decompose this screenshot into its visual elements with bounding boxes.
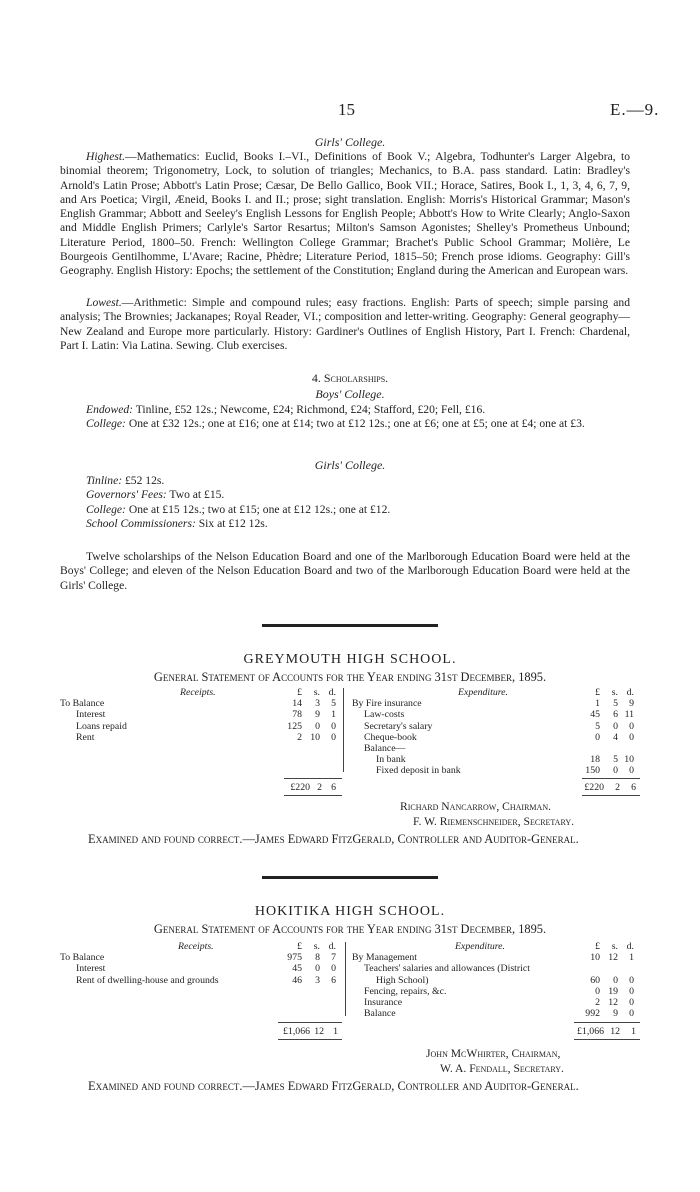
expenditure-pounds: 0 — [595, 985, 600, 997]
receipt-pence: 6 — [331, 974, 336, 986]
receipts-label: Receipts. — [178, 941, 214, 952]
hokitika-receipts-total-rule — [278, 1022, 342, 1023]
account-row — [60, 765, 640, 776]
greymouth-expenditure-total-d: 6 — [631, 782, 636, 793]
expenditure-shillings: 0 — [613, 765, 618, 777]
boys-scholarships — [60, 403, 630, 432]
currency-shilling: s. — [611, 687, 618, 698]
currency-pound: £ — [297, 687, 302, 698]
highest-text: —Mathematics: Euclid, Books I.–VI., Definitions of Book V.; Algebra, Todhunter's Larger Algebra, to binomial theorem; Trigonometry, Lock, to solution of triangles; Mechanics, to B.A. pass standard. Latin: Bradley's Arnold's Latin Prose; Abbott's Latin Prose; Cæsar, De Bello Gallico, Book VII.; Horace, Satires, Book I., 1, 3, 4, 6, 7, 9, and Ars Poetica; Virgil, Æneid, Books I. and II.; prose; sight translation. English: Morris's Historical Grammar; Mason's English Grammar; Abbott and Seeley's English Lessons for English People; Abbott's How to Write Clearly; Anglo-Saxon and Middle English Primers; Carlyle's Sartor Resartus; Milton's Samson Agonistes; Shelley's Prometheus Unbound; Literature Period, 1800–50. French: Wellington College Grammar; Brachet's Public School Grammar; Molière, Le Bourgeois Gentilhomme, L'Avare; Racine, Phèdre; Literature Period, 1815–50; French prose idioms. Geography: Gill's Geography. English History: Epochs; the settlement of the Constitution; England during the American and European wars. — [60, 150, 630, 278]
expenditure-pounds: 150 — [585, 765, 600, 777]
girls-commissioners-label: School Commissioners: — [86, 516, 196, 530]
girls-college-lowest — [60, 296, 630, 353]
receipt-shillings: 8 — [315, 952, 320, 964]
expenditure-shillings: 0 — [613, 720, 618, 732]
expenditure-item-label: High School) — [376, 974, 429, 986]
greymouth-receipts-total-l: £220 — [290, 782, 310, 793]
lowest-label: Lowest. — [86, 296, 122, 309]
hokitika-divider — [345, 942, 346, 1016]
page-reference: E.—9. — [610, 100, 660, 119]
expenditure-shillings: 9 — [613, 1008, 618, 1020]
hokitika-expenditure-total-l: £1,066 — [577, 1026, 604, 1037]
expenditure-pounds: 992 — [585, 1008, 600, 1020]
account-row — [60, 698, 640, 709]
greymouth-secretary: F. W. Riemenschneider, Secretary. — [413, 815, 575, 828]
expenditure-item-label: By Fire insurance — [352, 698, 422, 710]
account-row — [60, 1008, 640, 1019]
boys-college-heading: Boys' College. — [315, 387, 385, 401]
girls-governors-text: Two at £15. — [169, 488, 225, 502]
greymouth-expenditure-double-rule — [582, 795, 640, 796]
account-row — [60, 986, 640, 997]
section-rule — [262, 624, 438, 627]
hokitika-totals — [60, 1026, 640, 1037]
receipt-pounds: 975 — [287, 952, 302, 964]
expenditure-pounds: 60 — [590, 974, 600, 986]
receipt-pounds: 14 — [292, 698, 302, 710]
expenditure-item-label: Balance— — [364, 742, 406, 754]
girls-scholarships — [60, 474, 630, 531]
lowest-text: —Arithmetic: Simple and compound rules; easy fractions. English: Parts of speech; simple parsing and analysis; The Brownies; Jackanapes; Royal Reader, VI.; composition and letter-writing. Geography: General geography—New Zealand and Europe more particularly. History: Gardiner's Outlines of English History, Part I. French: Chardenal, Part I. Latin: Via Latina. Sewing. Club exercises. — [60, 296, 630, 352]
receipt-shillings: 0 — [315, 720, 320, 732]
receipt-label: Rent — [76, 731, 95, 743]
hokitika-expenditure-total-d: 1 — [631, 1026, 636, 1037]
girls-scholarships-heading: Girls' College. — [314, 458, 386, 472]
expenditure-item-label: In bank — [376, 754, 406, 766]
expenditure-pence: 0 — [629, 996, 634, 1008]
greymouth-receipts-double-rule — [284, 795, 342, 796]
expenditure-item-label: Insurance — [364, 996, 403, 1008]
expenditure-pence: 0 — [629, 720, 634, 732]
account-row — [60, 997, 640, 1008]
greymouth-subtitle: General Statement of Accounts for the Year ending 31st December, 1895. — [153, 670, 547, 684]
expenditure-item-label: Fixed deposit in bank — [376, 765, 461, 777]
expenditure-shillings: 12 — [608, 996, 618, 1008]
account-row — [60, 709, 640, 720]
boys-college-label: College: — [86, 417, 126, 431]
currency-shilling: s. — [313, 687, 320, 698]
currency-pound: £ — [297, 941, 302, 952]
greymouth-expenditure-total-rule — [582, 778, 640, 779]
receipt-pounds: 46 — [292, 974, 302, 986]
currency-pence: d. — [328, 941, 336, 952]
greymouth-expenditure-total-l: £220 — [584, 782, 604, 793]
receipt-shillings: 0 — [315, 963, 320, 975]
hokitika-subtitle: General Statement of Accounts for the Year ending 31st December, 1895. — [153, 922, 547, 936]
receipt-pence: 5 — [331, 698, 336, 710]
receipt-pence: 0 — [331, 731, 336, 743]
expenditure-pounds: 45 — [590, 709, 600, 721]
expenditure-pence: 11 — [624, 709, 634, 721]
receipt-pence: 7 — [331, 952, 336, 964]
account-row — [60, 743, 640, 754]
expenditure-pounds: 10 — [590, 952, 600, 964]
greymouth-title: GREYMOUTH HIGH SCHOOL. — [243, 652, 457, 667]
currency-shilling: s. — [313, 941, 320, 952]
currency-pound: £ — [595, 941, 600, 952]
receipt-pounds: 45 — [292, 963, 302, 975]
expenditure-item-label: Cheque-book — [364, 731, 417, 743]
receipt-pence: 1 — [331, 709, 336, 721]
expenditure-shillings: 6 — [613, 709, 618, 721]
receipt-shillings: 10 — [310, 731, 320, 743]
hokitika-receipts-total-s: 12 — [314, 1026, 324, 1037]
expenditure-item-label: Fencing, repairs, &c. — [364, 985, 447, 997]
greymouth-receipts-total-d: 6 — [331, 782, 336, 793]
expenditure-shillings: 0 — [613, 974, 618, 986]
expenditure-item-label: Teachers' salaries and allowances (District — [364, 963, 530, 975]
hokitika-receipts-total-d: 1 — [333, 1026, 338, 1037]
scholarships-summary-text: Twelve scholarships of the Nelson Education Board and one of the Marlborough Education Board were held at the Boys' College; and eleven of the Nelson Education Board and two of the Marlborough Education Board were held at the Girls' College. — [60, 550, 630, 592]
receipt-shillings: 9 — [315, 709, 320, 721]
receipt-pounds: 125 — [287, 720, 302, 732]
receipts-label: Receipts. — [180, 687, 216, 698]
currency-pence: d. — [328, 687, 336, 698]
expenditure-pounds: 1 — [595, 698, 600, 710]
expenditure-shillings: 4 — [613, 731, 618, 743]
expenditure-pence: 0 — [629, 974, 634, 986]
hokitika-secretary: W. A. Fendall, Secretary. — [440, 1062, 564, 1075]
hokitika-examined: Examined and found correct.—James Edward FitzGerald, Controller and Auditor-General. — [88, 1079, 579, 1093]
expenditure-item-label: By Management — [352, 952, 418, 964]
account-row — [60, 732, 640, 743]
receipt-label: Interest — [76, 709, 106, 721]
expenditure-item-label: Secretary's salary — [364, 720, 433, 732]
greymouth-chairman: Richard Nancarrow, Chairman. — [400, 800, 551, 813]
expenditure-pence: 9 — [629, 698, 634, 710]
greymouth-divider — [343, 688, 344, 772]
receipt-shillings: 3 — [315, 974, 320, 986]
expenditure-pence: 10 — [624, 754, 634, 766]
hokitika-accounts — [60, 941, 640, 1031]
expenditure-label: Expenditure. — [455, 941, 505, 952]
scholarships-summary — [60, 550, 630, 593]
expenditure-pence: 0 — [629, 1008, 634, 1020]
expenditure-item-label: Balance — [364, 1008, 396, 1020]
expenditure-pence: 1 — [629, 952, 634, 964]
highest-label: Highest. — [86, 150, 125, 163]
section-rule — [262, 876, 438, 879]
girls-tinline-text: £52 12s. — [124, 474, 165, 487]
girls-commissioners-text: Six at £12 12s. — [198, 516, 268, 530]
expenditure-pence: 0 — [629, 731, 634, 743]
currency-pence: d. — [626, 941, 634, 952]
expenditure-pounds: 0 — [595, 731, 600, 743]
receipt-pence: 0 — [331, 720, 336, 732]
receipt-label: Rent of dwelling-house and grounds — [76, 974, 219, 986]
boys-endowed-text: Tinline, £52 12s.; Newcome, £24; Richmond, £24; Stafford, £20; Fell, £16. — [135, 403, 486, 416]
girls-college-label: College: — [86, 502, 126, 516]
greymouth-examined: Examined and found correct.—James Edward FitzGerald, Controller and Auditor-General. — [88, 832, 579, 846]
hokitika-expenditure-total-rule — [574, 1022, 640, 1023]
receipt-label: Loans repaid — [76, 720, 127, 732]
account-row — [60, 975, 640, 986]
greymouth-totals — [60, 782, 640, 793]
page-number: 15 — [338, 100, 355, 119]
receipt-pence: 0 — [331, 963, 336, 975]
currency-pence: d. — [626, 687, 634, 698]
greymouth-receipts-total-s: 2 — [317, 782, 322, 793]
girls-tinline-label: Tinline: — [86, 474, 123, 487]
expenditure-pence: 0 — [629, 765, 634, 777]
account-row — [60, 963, 640, 974]
receipt-label: To Balance — [60, 698, 105, 710]
boys-college-text: One at £32 12s.; one at £16; one at £14; two at £12 12s.; one at £6; one at £5; one at £4; one at £3. — [128, 417, 585, 431]
greymouth-expenditure-total-s: 2 — [615, 782, 620, 793]
scholarships-heading: 4. Scholarships. — [311, 371, 389, 385]
girls-college-text: One at £15 12s.; two at £15; one at £12 12s.; one at £12. — [128, 502, 391, 516]
boys-endowed-label: Endowed: — [86, 403, 134, 416]
receipt-shillings: 3 — [315, 698, 320, 710]
expenditure-item-label: Law-costs — [364, 709, 405, 721]
receipt-pounds: 78 — [292, 709, 302, 721]
receipt-label: Interest — [76, 963, 106, 975]
greymouth-receipts-total-rule — [284, 778, 342, 779]
expenditure-shillings: 12 — [608, 952, 618, 964]
expenditure-shillings: 5 — [613, 754, 618, 766]
hokitika-title: HOKITIKA HIGH SCHOOL. — [254, 904, 446, 919]
expenditure-pounds: 5 — [595, 720, 600, 732]
expenditure-pounds: 2 — [595, 996, 600, 1008]
account-row — [60, 754, 640, 765]
currency-pound: £ — [595, 687, 600, 698]
hokitika-expenditure-total-s: 12 — [610, 1026, 620, 1037]
girls-college-highest — [60, 150, 630, 279]
girls-college-heading: Girls' College. — [314, 135, 386, 149]
expenditure-pounds: 18 — [590, 754, 600, 766]
expenditure-label: Expenditure. — [458, 687, 508, 698]
account-row — [60, 721, 640, 732]
expenditure-shillings: 19 — [608, 985, 618, 997]
hokitika-receipts-total-l: £1,066 — [283, 1026, 310, 1037]
expenditure-pence: 0 — [629, 985, 634, 997]
hokitika-expenditure-double-rule — [574, 1039, 640, 1040]
expenditure-shillings: 5 — [613, 698, 618, 710]
account-row — [60, 952, 640, 963]
girls-governors-label: Governors' Fees: — [86, 488, 167, 502]
currency-shilling: s. — [611, 941, 618, 952]
hokitika-receipts-double-rule — [278, 1039, 342, 1040]
receipt-pounds: 2 — [297, 731, 302, 743]
greymouth-accounts — [60, 687, 640, 787]
hokitika-chairman: John McWhirter, Chairman, — [426, 1047, 561, 1060]
receipt-label: To Balance — [60, 952, 105, 964]
